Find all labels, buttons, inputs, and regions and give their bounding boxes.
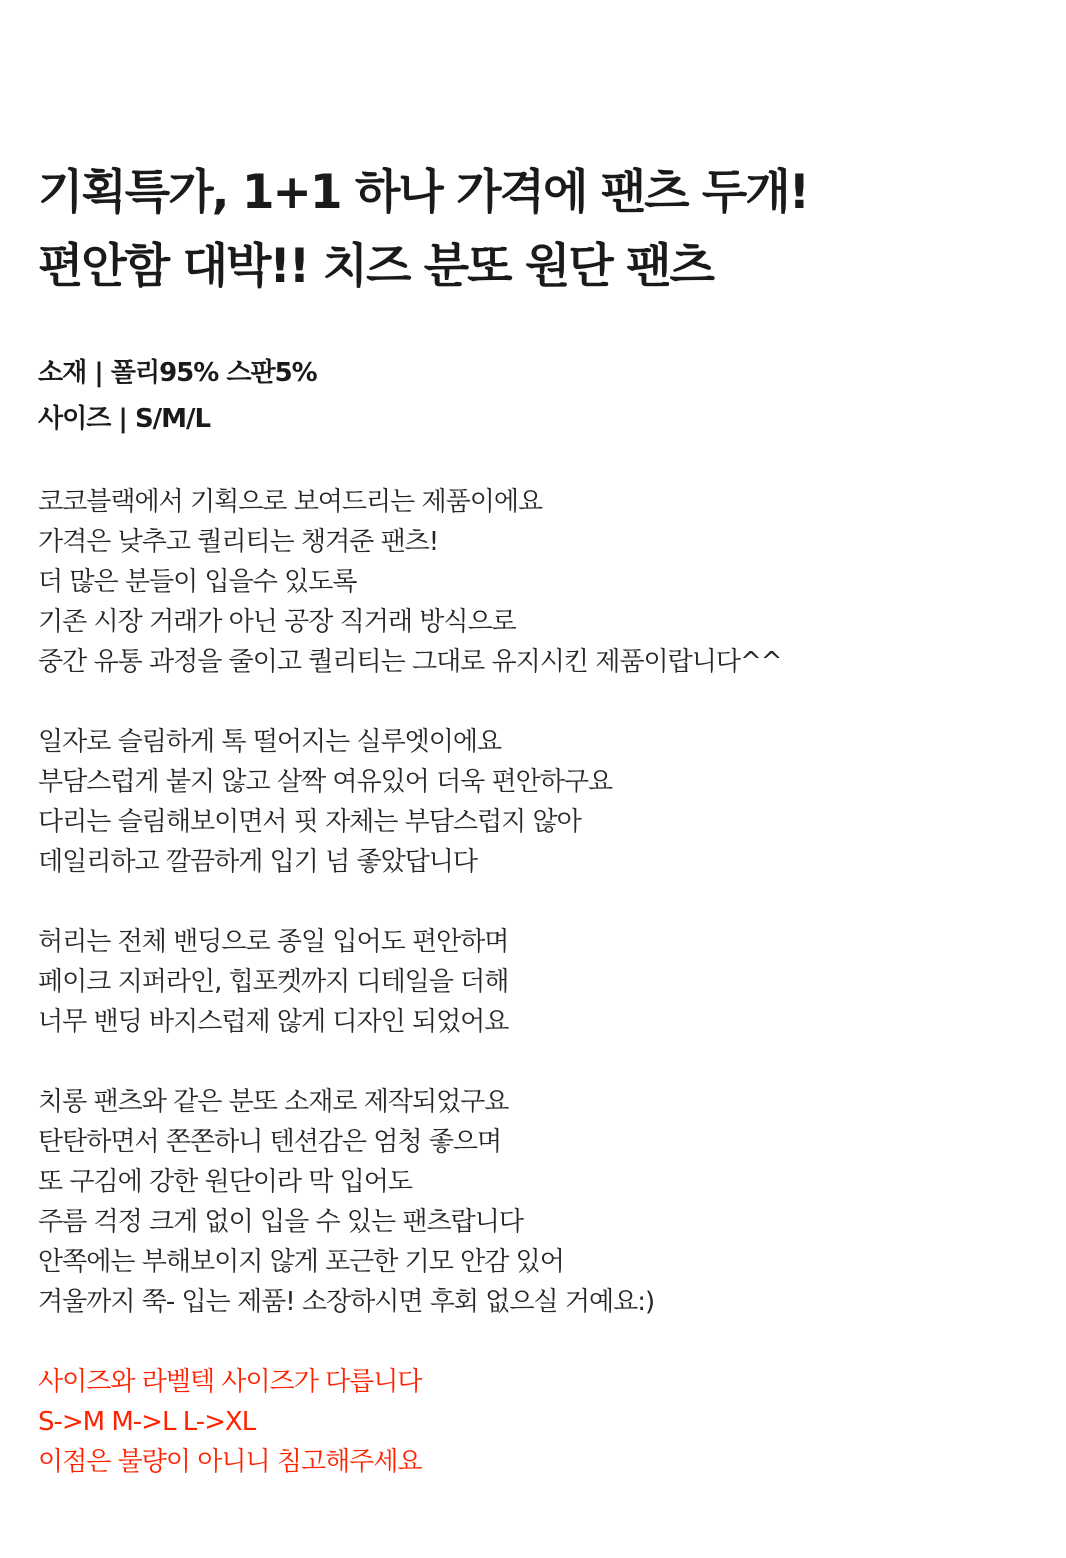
description-line: 겨울까지 쭉- 입는 제품! 소장하시면 후회 없으실 거예요:) — [38, 1287, 655, 1317]
product-title — [38, 156, 808, 304]
description-line: 가격은 낮추고 퀄리티는 챙겨준 팬츠! — [38, 527, 439, 557]
description-paragraph-fabric — [38, 1082, 654, 1322]
size-notice-conversion: S->M M->L L->XL — [38, 1407, 256, 1437]
description-line: 너무 밴딩 바지스럽제 않게 디자인 되었어요 — [38, 1007, 509, 1037]
description-line: 치롱 팬츠와 같은 분또 소재로 제작되었구요 — [38, 1087, 509, 1117]
description-paragraph-waist — [38, 922, 508, 1042]
size-notice-line: 이점은 불량이 아니니 침고해주세요 — [38, 1447, 422, 1477]
size-spec: 사이즈 | S/M/L — [38, 404, 211, 434]
description-line: 중간 유통 과정을 줄이고 퀄리티는 그대로 유지시킨 제품이랍니다^^ — [38, 647, 782, 677]
description-line: 기존 시장 거래가 아닌 공장 직거래 방식으로 — [38, 607, 516, 637]
description-line: 탄탄하면서 쫀쫀하니 텐션감은 엄청 좋으며 — [38, 1127, 502, 1157]
description-line: 더 많은 분들이 입을수 있도록 — [38, 567, 357, 597]
product-title-line-1: 기획특가, 1+1 하나 가격에 팬츠 두개! — [38, 165, 809, 220]
size-notice — [38, 1362, 422, 1482]
description-line: 코코블랙에서 기획으로 보여드리는 제품이에요 — [38, 487, 543, 517]
description-line: 허리는 전체 밴딩으로 종일 입어도 편안하며 — [38, 927, 509, 957]
description-line: 일자로 슬림하게 톡 떨어지는 실루엣이에요 — [38, 727, 502, 757]
description-line: 다리는 슬림해보이면서 핏 자체는 부담스럽지 않아 — [38, 807, 581, 837]
material-spec: 소재 | 폴리95% 스판5% — [38, 358, 317, 388]
product-specs — [38, 350, 317, 442]
description-line: 또 구김에 강한 원단이라 막 입어도 — [38, 1167, 412, 1197]
description-paragraph-intro — [38, 482, 782, 682]
product-title-line-2: 편안함 대박!! 치즈 분또 원단 팬츠 — [38, 239, 713, 294]
size-notice-line: 사이즈와 라벨텍 사이즈가 다릅니다 — [38, 1367, 422, 1397]
description-line: 부담스럽게 붙지 않고 살짝 여유있어 더욱 편안하구요 — [38, 767, 613, 797]
description-line: 데일리하고 깔끔하게 입기 넘 좋았답니다 — [38, 847, 478, 877]
description-line: 주름 걱정 크게 없이 입을 수 있는 팬츠랍니다 — [38, 1207, 523, 1237]
description-line: 페이크 지퍼라인, 힙포켓까지 디테일을 더해 — [38, 967, 509, 997]
description-paragraph-silhouette — [38, 722, 612, 882]
description-line: 안쪽에는 부해보이지 않게 포근한 기모 안감 있어 — [38, 1247, 564, 1277]
